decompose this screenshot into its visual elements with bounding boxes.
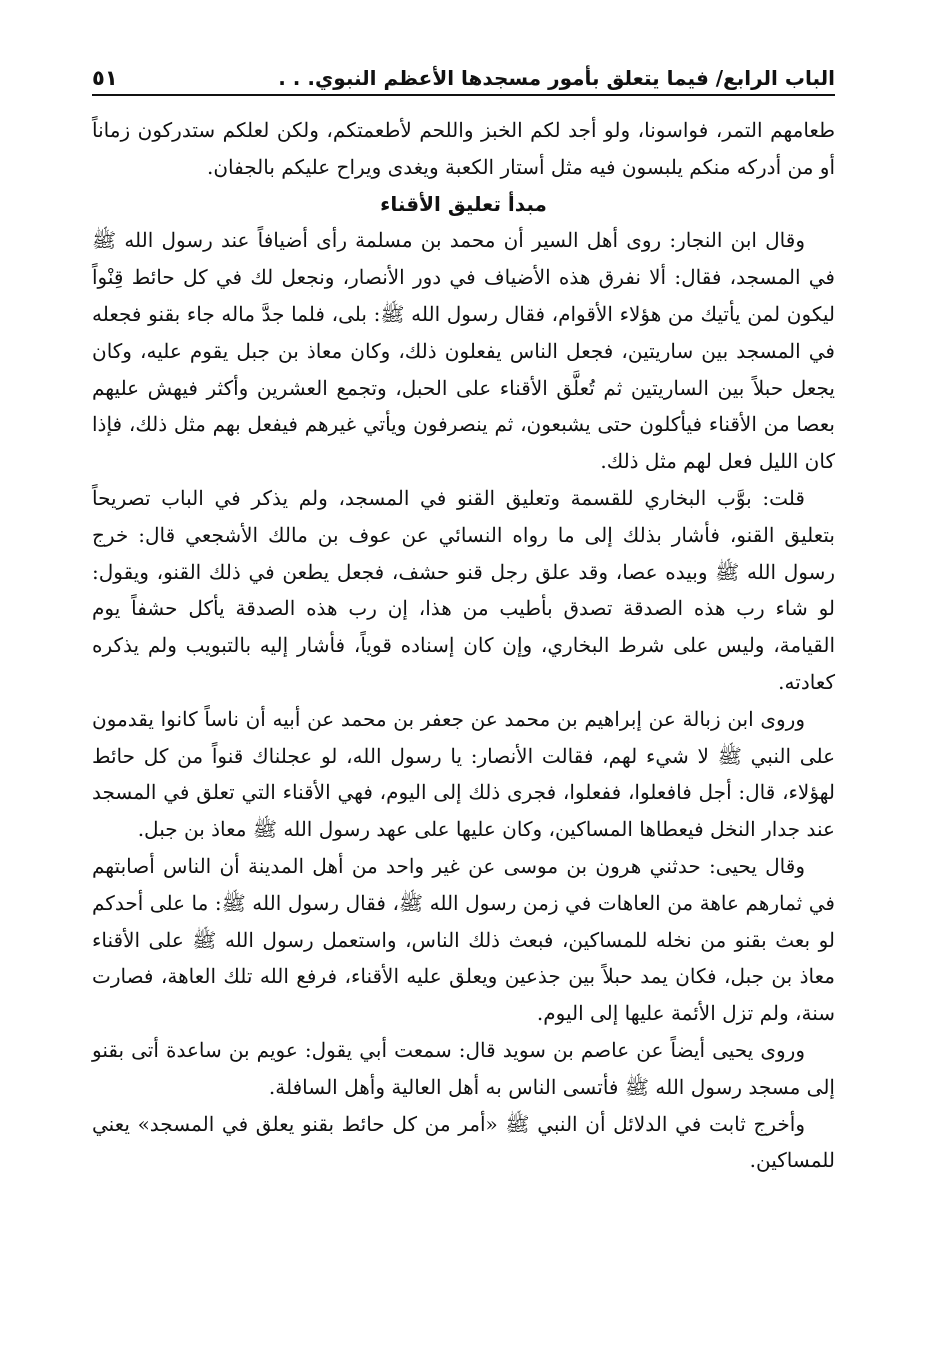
paragraph: قلت: بوَّب البخاري للقسمة وتعليق القنو في المسجد، ولم يذكر في الباب تصريحاً بتعليق القنو، فأشار بذلك إلى ما رواه النسائي عن عوف بن مالك الأشجعي قال: خرج رسول الله ﷺ وبيده عصا، وقد علق رجل قنو حشف، فجعل يطعن في ذلك القنو، ويقول: لو شاء رب هذه الصدقة تصدق بأطيب من هذا، إن رب هذه الصدقة يأكل حشفاً يوم القيامة، وليس على شرط البخاري، وإن كان إسناده قوياً، فأشار إليه بالتبويب ولم يذكره كعادته. — [92, 485, 835, 694]
paragraph: وقال يحيى: حدثني هرون بن موسى عن غير واحد من أهل المدينة أن الناس أصابتهم في ثمارهم عاهة من العاهات في زمن رسول الله ﷺ، فقال رسول الله ﷺ: ما على أحدكم لو بعث بقنو من نخله للمساكين، فبعث ذلك الناس، واستعمل رسول الله ﷺ على الأقناء معاذ بن جبل، فكان يمد حبلاً بين جذعين ويعلق عليه الأقناء، فرفع الله تلك العاهة، فصارت سنة، ولم تزل الأئمة عليها إلى اليوم. — [92, 853, 835, 1026]
running-head: الباب الرابع/ فيما يتعلق بأمور مسجدها الأعظم النبوي. . . — [278, 66, 835, 90]
paragraph: وقال ابن النجار: روى أهل السير أن محمد بن مسلمة رأى أضيافاً عند رسول الله ﷺ في المسجد، فقال: ألا نفرق هذه الأضياف في دور الأنصار، ونجعل لك في كل حائط قِنْواً ليكون لمن يأتيك من هؤلاء الأقوام، فقال رسول الله ﷺ: بلى، فلما جدَّ ماله جاء بقنو فجعله في المسجد بين ساريتين، فجعل الناس يفعلون ذلك، وكان معاذ بن جبل يقوم عليه، وكان يجعل حبلاً بين الساريتين ثم تُعلَّق الأقناء على الحبل، وتجمع العشرين وأكثر فيهش عليهم بعصا من الأقناء فيأكلون حتى يشبعون، ثم ينصرفون ويأتي غيرهم فيفعل بهم مثل ذلك، فإذا كان الليل فعل لهم مثل ذلك. — [92, 228, 835, 474]
paragraph: وروى يحيى أيضاً عن عاصم بن سويد قال: سمعت أبي يقول: عويم بن ساعدة أتى بقنو إلى مسجد رسول الله ﷺ فأتسى الناس به أهل العالية وأهل السافلة. — [92, 1037, 835, 1099]
paragraph: وأخرج ثابت في الدلائل أن النبي ﷺ «أمر من كل حائط بقنو يعلق في المسجد» يعني للمساكين. — [92, 1111, 835, 1173]
opening-paragraph: طعامهم التمر، فواسونا، ولو أجد لكم الخبز واللحم لأطعمتكم، ولكن لعلكم ستدركون زماناً أو من أدركه منكم يلبسون فيه مثل أستار الكعبة ويغدى ويراح عليكم بالجفان. — [92, 118, 835, 179]
section-title: مبدأ تعليق الأقناء — [380, 191, 547, 216]
page-number: ٥١ — [92, 66, 118, 90]
header-rule — [92, 94, 835, 96]
page-header — [92, 52, 835, 90]
paragraph: وروى ابن زبالة عن إبراهيم بن محمد عن جعفر بن محمد عن أبيه أن ناساً كانوا يقدمون على النبي ﷺ لا شيء لهم، فقالت الأنصار: يا رسول الله، لو عجلناك قنواً من كل حائط لهؤلاء، قال: أجل فافعلوا، ففعلوا، فجرى ذلك إلى اليوم، فهي الأقناء التي تعلق في المسجد عند جدار النخل فيعطاها المساكين، وكان عليها على عهد رسول الله ﷺ معاذ بن جبل. — [92, 706, 835, 842]
body-text — [92, 112, 835, 1179]
